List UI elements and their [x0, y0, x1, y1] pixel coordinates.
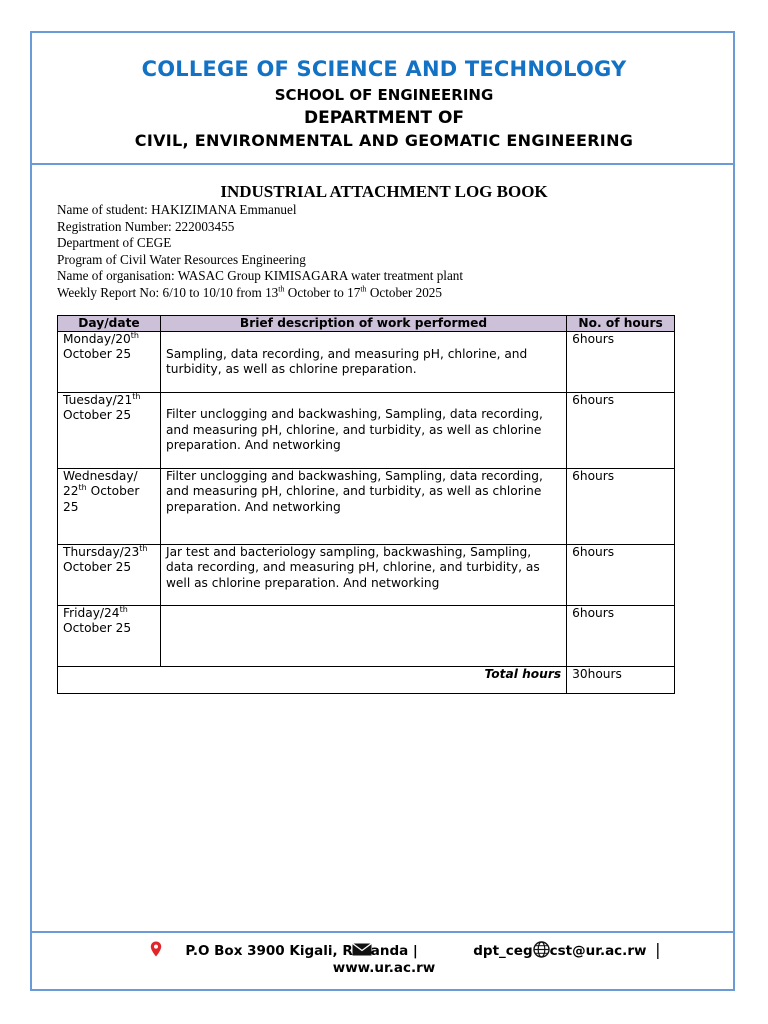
- website-link[interactable]: www.ur.ac.rw: [332, 960, 436, 976]
- address-text-a: P.O Box 3900 Kigali, R: [185, 943, 353, 959]
- date-text: October 25: [63, 347, 132, 362]
- student-name-line: [57, 202, 463, 219]
- description-cell: Filter unclogging and backwashing, Sampling, data recording, and measuring pH, chlorine, and turbidity, as well as chlorine preparation. And networking: [160, 469, 566, 545]
- day-sup: th: [119, 604, 128, 614]
- day-cell: [58, 469, 161, 545]
- total-value: 30hours: [567, 667, 675, 694]
- registration-number: 222003455: [174, 218, 235, 234]
- total-row: [58, 667, 675, 694]
- weekly-suffix: October 2025: [366, 284, 442, 300]
- organisation-label: Name of organisation:: [57, 268, 178, 284]
- date-text: October 25: [63, 621, 132, 636]
- table-row: [58, 469, 675, 545]
- weekly-report-line: [57, 285, 463, 302]
- day-cell: [58, 545, 161, 606]
- day-text: Tuesday/21: [63, 393, 133, 407]
- day-text: Thursday/23: [63, 545, 140, 559]
- table-row: [58, 606, 675, 667]
- department-line: Department of CEGE: [57, 235, 172, 251]
- school-title: SCHOOL OF ENGINEERING: [274, 86, 494, 104]
- hours-cell: 6hours: [567, 332, 675, 393]
- day-cell: [58, 332, 161, 393]
- footer-contact-line: [150, 940, 661, 962]
- day-sup: th: [132, 391, 141, 401]
- email-text-a: dpt_ceg: [473, 943, 533, 959]
- description-cell: Filter unclogging and backwashing, Sampling, data recording, and measuring pH, chlorine, and turbidity, as well as chlorine preparation. And networking: [160, 393, 566, 469]
- hours-cell: 6hours: [567, 469, 675, 545]
- weekly-mid: October to 17: [284, 284, 361, 300]
- department-name: CIVIL, ENVIRONMENTAL AND GEOMATIC ENGINEERING: [134, 131, 634, 150]
- day-sup: th: [139, 543, 148, 553]
- day-text: Wednesday/: [63, 469, 138, 483]
- date-text: October 25: [63, 560, 132, 575]
- student-name: HAKIZIMANA Emmanuel: [151, 202, 297, 217]
- table-header-row: [58, 316, 675, 332]
- column-header-day: Day/date: [58, 316, 161, 332]
- weekly-sup: th: [360, 284, 367, 294]
- day-cell: [58, 606, 161, 667]
- log-table: [57, 315, 675, 694]
- date-year: 25: [63, 499, 79, 514]
- organisation-name: WASAC Group KIMISAGARA water treatment plant: [177, 268, 464, 284]
- department-title: DEPARTMENT OF: [303, 108, 465, 128]
- hours-cell: 6hours: [567, 545, 675, 606]
- weekly-sup: th: [278, 284, 285, 294]
- logbook-title: INDUSTRIAL ATTACHMENT LOG BOOK: [220, 182, 548, 201]
- hours-cell: 6hours: [567, 606, 675, 667]
- description-cell: [160, 606, 566, 667]
- column-header-hours: No. of hours: [567, 316, 675, 332]
- description-cell: Sampling, data recording, and measuring pH, chlorine, and turbidity, as well as chlorine preparation.: [160, 332, 566, 393]
- description-cell: Jar test and bacteriology sampling, backwashing, Sampling, data recording, and measuring pH, chlorine, and turbidity, as well as chlorine preparation. And networking: [160, 545, 566, 606]
- map-pin-icon: [150, 941, 162, 961]
- mail-icon: [352, 943, 372, 960]
- day-sup: th: [130, 330, 139, 340]
- program-line: Program of Civil Water Resources Engineering: [57, 251, 306, 267]
- date-text: October 25: [63, 408, 132, 423]
- address-text-b: anda |: [370, 943, 418, 959]
- table-row: [58, 393, 675, 469]
- total-label: Total hours: [58, 667, 567, 694]
- registration-label: Registration Number:: [57, 218, 175, 234]
- day-cell: [58, 393, 161, 469]
- student-label: Name of student:: [57, 202, 152, 217]
- table-row: [58, 545, 675, 606]
- student-info: [57, 202, 463, 302]
- globe-icon: [533, 941, 550, 962]
- table-row: [58, 332, 675, 393]
- weekly-prefix: Weekly Report No: 6/10 to 10/10 from 13: [57, 284, 279, 300]
- registration-line: [57, 219, 463, 236]
- day-text: Friday/24: [63, 606, 120, 620]
- organisation-line: [57, 268, 463, 285]
- footer-separator: |: [655, 940, 661, 959]
- day-sup: th: [78, 483, 87, 493]
- footer-divider: [31, 931, 735, 933]
- header-divider: [31, 163, 735, 165]
- date-text: October: [86, 484, 140, 499]
- day-text: Monday/20: [63, 332, 131, 346]
- column-header-description: Brief description of work performed: [160, 316, 566, 332]
- email-text-b: cst@ur.ac.rw: [549, 943, 647, 959]
- college-title: COLLEGE OF SCIENCE AND TECHNOLOGY: [141, 57, 627, 81]
- hours-cell: 6hours: [567, 393, 675, 469]
- date-number: 22: [63, 484, 79, 499]
